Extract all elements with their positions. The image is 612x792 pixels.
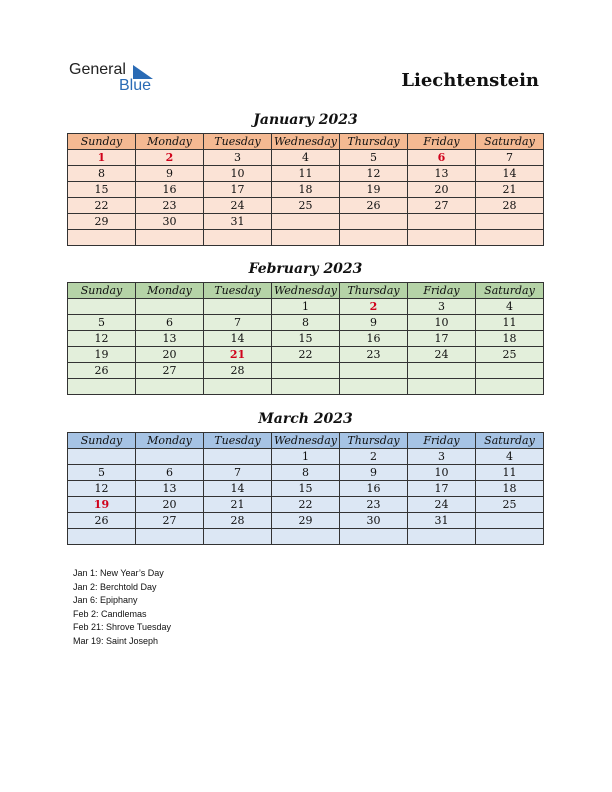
day-cell (476, 230, 544, 246)
day-cell: 11 (476, 315, 544, 331)
week-row (68, 529, 544, 545)
day-cell: 14 (204, 331, 272, 347)
day-cell: 10 (204, 166, 272, 182)
day-cell: 21 (204, 497, 272, 513)
holiday-item: Jan 1: New Year’s Day (73, 568, 164, 578)
day-cell: 13 (136, 331, 204, 347)
day-cell: 5 (68, 465, 136, 481)
day-cell: 10 (408, 315, 476, 331)
day-cell: 30 (340, 513, 408, 529)
day-cell: 30 (136, 214, 204, 230)
day-cell: 16 (136, 182, 204, 198)
weekday-header: Wednesday (272, 283, 340, 299)
day-cell (204, 230, 272, 246)
day-cell (204, 529, 272, 545)
day-cell: 4 (476, 449, 544, 465)
day-cell (272, 214, 340, 230)
day-cell: 7 (204, 315, 272, 331)
week-row (68, 299, 544, 315)
day-cell: 3 (408, 299, 476, 315)
day-cell: 28 (204, 513, 272, 529)
day-cell: 4 (272, 150, 340, 166)
holiday-item: Jan 2: Berchtold Day (73, 581, 157, 592)
day-cell: 25 (476, 347, 544, 363)
day-cell: 15 (272, 331, 340, 347)
logo-text-general: General (69, 61, 126, 78)
day-cell: 6 (136, 315, 204, 331)
day-cell: 18 (476, 331, 544, 347)
holiday-list (73, 567, 171, 648)
week-row (68, 481, 544, 497)
day-cell (272, 363, 340, 379)
weekday-header: Sunday (68, 283, 136, 299)
day-cell: 26 (340, 198, 408, 214)
country-title: Liechtenstein (401, 70, 539, 91)
day-cell: 29 (68, 214, 136, 230)
day-cell: 16 (340, 331, 408, 347)
day-cell (340, 379, 408, 395)
day-cell (408, 363, 476, 379)
day-cell: 3 (204, 150, 272, 166)
day-cell: 19 (68, 497, 136, 513)
day-cell (204, 379, 272, 395)
day-cell (476, 363, 544, 379)
weekday-header: Sunday (68, 134, 136, 150)
day-cell: 23 (340, 497, 408, 513)
week-row (68, 449, 544, 465)
day-cell: 14 (476, 166, 544, 182)
weekday-header: Friday (408, 134, 476, 150)
day-cell: 15 (68, 182, 136, 198)
weekday-header: Monday (136, 134, 204, 150)
weekday-header: Wednesday (272, 134, 340, 150)
day-cell (136, 529, 204, 545)
day-cell: 20 (136, 497, 204, 513)
day-cell: 5 (68, 315, 136, 331)
day-cell (476, 513, 544, 529)
week-row (68, 150, 544, 166)
day-cell (272, 529, 340, 545)
day-cell: 12 (340, 166, 408, 182)
day-cell: 15 (272, 481, 340, 497)
day-cell: 8 (68, 166, 136, 182)
week-row (68, 363, 544, 379)
day-cell: 24 (408, 497, 476, 513)
day-cell: 13 (408, 166, 476, 182)
week-row (68, 230, 544, 246)
weekday-header-row (68, 433, 544, 449)
holiday-item: Jan 6: Epiphany (73, 595, 138, 605)
day-cell (476, 529, 544, 545)
week-row (68, 347, 544, 363)
day-cell: 21 (204, 347, 272, 363)
weekday-header: Saturday (476, 283, 544, 299)
weekday-header: Tuesday (204, 433, 272, 449)
day-cell: 20 (136, 347, 204, 363)
weekday-header: Saturday (476, 433, 544, 449)
week-row (68, 315, 544, 331)
logo (69, 61, 169, 97)
calendar-february (67, 282, 544, 395)
day-cell (272, 230, 340, 246)
day-cell (68, 379, 136, 395)
weekday-header: Wednesday (272, 433, 340, 449)
day-cell: 29 (272, 513, 340, 529)
weekday-header: Saturday (476, 134, 544, 150)
week-row (68, 497, 544, 513)
day-cell (68, 299, 136, 315)
weekday-header: Friday (408, 283, 476, 299)
day-cell: 22 (272, 497, 340, 513)
day-cell: 27 (136, 363, 204, 379)
day-cell (136, 299, 204, 315)
day-cell (408, 379, 476, 395)
day-cell: 28 (204, 363, 272, 379)
day-cell: 24 (408, 347, 476, 363)
day-cell: 12 (68, 481, 136, 497)
day-cell (136, 449, 204, 465)
weekday-header-row (68, 283, 544, 299)
calendar-march (67, 432, 544, 545)
weekday-header: Friday (408, 433, 476, 449)
day-cell: 3 (408, 449, 476, 465)
day-cell (340, 529, 408, 545)
day-cell: 17 (408, 481, 476, 497)
month-title-march: March 2023 (258, 411, 353, 427)
day-cell: 19 (340, 182, 408, 198)
day-cell: 27 (408, 198, 476, 214)
day-cell: 20 (408, 182, 476, 198)
week-row (68, 379, 544, 395)
day-cell: 26 (68, 513, 136, 529)
month-title-january: January 2023 (253, 112, 358, 128)
holiday-item: Mar 19: Saint Joseph (73, 635, 159, 646)
day-cell: 11 (476, 465, 544, 481)
day-cell: 4 (476, 299, 544, 315)
weekday-header: Thursday (340, 433, 408, 449)
day-cell (340, 230, 408, 246)
day-cell: 7 (204, 465, 272, 481)
day-cell (408, 529, 476, 545)
day-cell (408, 230, 476, 246)
weekday-header: Thursday (340, 134, 408, 150)
day-cell: 8 (272, 465, 340, 481)
week-row (68, 198, 544, 214)
day-cell: 17 (408, 331, 476, 347)
day-cell: 23 (136, 198, 204, 214)
day-cell: 25 (272, 198, 340, 214)
day-cell: 16 (340, 481, 408, 497)
day-cell: 22 (68, 198, 136, 214)
day-cell: 8 (272, 315, 340, 331)
day-cell: 18 (476, 481, 544, 497)
day-cell: 12 (68, 331, 136, 347)
day-cell (204, 299, 272, 315)
day-cell: 9 (340, 315, 408, 331)
day-cell: 1 (272, 449, 340, 465)
day-cell: 25 (476, 497, 544, 513)
day-cell: 11 (272, 166, 340, 182)
day-cell: 28 (476, 198, 544, 214)
day-cell (136, 230, 204, 246)
day-cell: 2 (340, 299, 408, 315)
day-cell: 26 (68, 363, 136, 379)
day-cell (68, 449, 136, 465)
week-row (68, 214, 544, 230)
day-cell: 24 (204, 198, 272, 214)
day-cell: 7 (476, 150, 544, 166)
week-row (68, 166, 544, 182)
week-row (68, 513, 544, 529)
day-cell (408, 214, 476, 230)
day-cell: 2 (340, 449, 408, 465)
holiday-item: Feb 21: Shrove Tuesday (73, 622, 172, 632)
day-cell: 18 (272, 182, 340, 198)
day-cell (68, 529, 136, 545)
day-cell: 9 (340, 465, 408, 481)
day-cell (204, 449, 272, 465)
calendar-january (67, 133, 544, 246)
logo-text-blue: Blue (119, 77, 152, 94)
weekday-header: Tuesday (204, 134, 272, 150)
day-cell: 21 (476, 182, 544, 198)
weekday-header: Thursday (340, 283, 408, 299)
month-title-february: February 2023 (248, 261, 363, 277)
day-cell: 13 (136, 481, 204, 497)
weekday-header: Monday (136, 283, 204, 299)
day-cell: 9 (136, 166, 204, 182)
day-cell (136, 379, 204, 395)
week-row (68, 182, 544, 198)
day-cell: 6 (408, 150, 476, 166)
day-cell: 14 (204, 481, 272, 497)
day-cell: 19 (68, 347, 136, 363)
day-cell: 27 (136, 513, 204, 529)
day-cell: 2 (136, 150, 204, 166)
week-row (68, 465, 544, 481)
weekday-header: Monday (136, 433, 204, 449)
day-cell: 10 (408, 465, 476, 481)
weekday-header-row (68, 134, 544, 150)
day-cell: 5 (340, 150, 408, 166)
day-cell: 23 (340, 347, 408, 363)
day-cell: 22 (272, 347, 340, 363)
weekday-header: Tuesday (204, 283, 272, 299)
day-cell: 31 (408, 513, 476, 529)
holiday-item: Feb 2: Candlemas (73, 608, 147, 619)
week-row (68, 331, 544, 347)
day-cell (272, 379, 340, 395)
day-cell: 1 (68, 150, 136, 166)
day-cell (476, 214, 544, 230)
day-cell: 1 (272, 299, 340, 315)
day-cell: 6 (136, 465, 204, 481)
weekday-header: Sunday (68, 433, 136, 449)
day-cell: 17 (204, 182, 272, 198)
day-cell: 31 (204, 214, 272, 230)
day-cell (476, 379, 544, 395)
day-cell (340, 363, 408, 379)
day-cell (68, 230, 136, 246)
day-cell (340, 214, 408, 230)
